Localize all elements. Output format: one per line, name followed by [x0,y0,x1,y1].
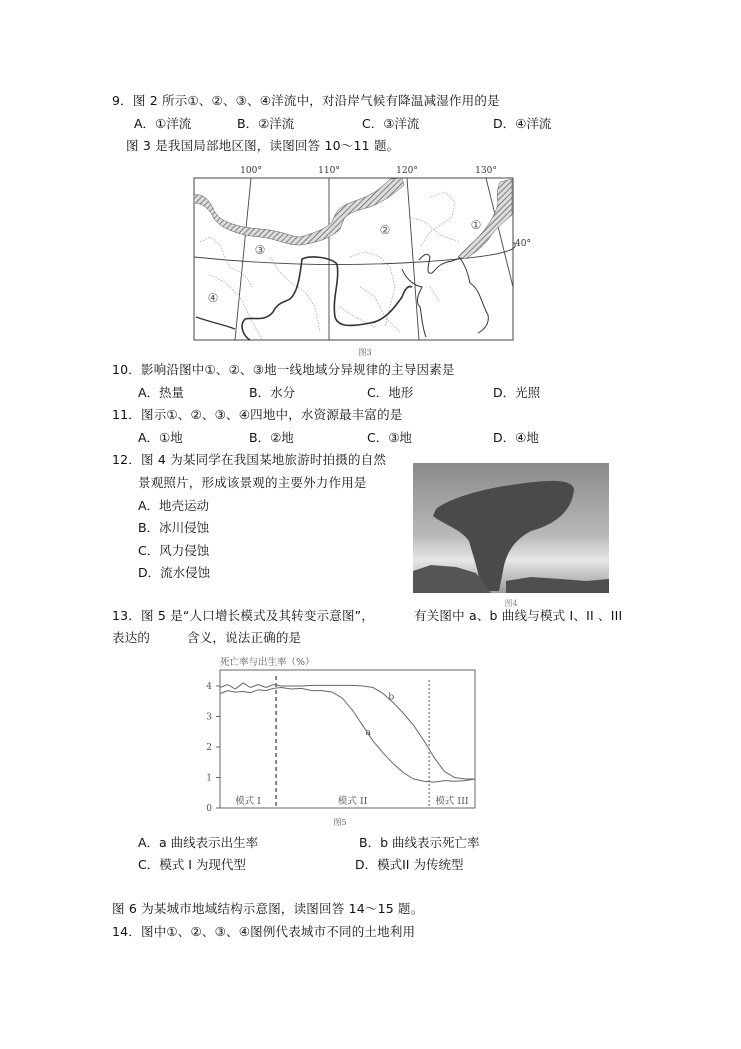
q10-option-b: B．水分 [249,385,296,400]
label-100: 100° [240,166,262,176]
figure-3-map [190,157,531,357]
q11-option-c: C．③地 [367,430,412,445]
q9-option-a: A．①洋流 [134,116,192,131]
q13-option-c: C．模式 I 为现代型 [138,857,246,872]
series-label-a: a [365,726,372,738]
y-tick-label: 0 [206,804,212,814]
q10-option-d: D．光照 [493,385,541,400]
q12-option-d: D．流水侵蚀 [138,565,211,580]
q10-option-a: A．热量 [138,385,185,400]
q9-stem: 9．图 2 所示①、②、③、④洋流中，对沿岸气候有降温减湿作用的是 [112,93,500,108]
q10-option-c: C．地形 [367,385,414,400]
figure-4-photo [411,461,611,609]
series-line-b [220,683,475,779]
marker-4: ④ [207,291,219,305]
label-120: 120° [396,166,418,176]
label-40: 40° [515,239,531,249]
q12-stem-line1: 12．图 4 为某同学在我国某地旅游时拍摄的自然 [112,452,387,467]
label-110: 110° [318,166,340,176]
q13-option-b: B．b 曲线表示死亡率 [359,835,480,850]
q13-stem-line1-b: 有关图中 a、b 曲线与模式 I、II 、III [414,608,623,623]
q12-option-a: A．地壳运动 [138,498,210,513]
q13-option-a: A．a 曲线表示出生率 [138,835,259,850]
label-130: 130° [475,166,497,176]
q12-option-b: B．冰川侵蚀 [138,520,210,535]
y-tick-label: 2 [206,743,212,753]
y-tick-label: 4 [206,682,212,692]
q12-stem-line2: 景观照片，形成该景观的主要外力作用是 [138,475,367,490]
q13-stem-line2-a: 表达的 [112,630,151,645]
marker-2: ② [379,223,391,237]
chart-title: 图5 [333,818,347,827]
chart-svg [190,650,490,830]
intro-14-15: 图 6 为某城市地域结构示意图，读图回答 14～15 题。 [112,901,424,916]
intro-10-11: 图 3 是我国局部地区图，读图回答 10～11 题。 [126,138,400,153]
series-line-a [220,688,475,783]
q13-option-d: D．模式II 为传统型 [355,857,464,872]
q11-stem: 11．图示①、②、③、④四地中，水资源最丰富的是 [112,407,403,422]
mushroom-rock-photo [411,461,611,609]
y-tick-label: 3 [206,712,212,723]
q9-option-b: B．②洋流 [237,116,295,131]
region-label: 模式 III [435,796,469,807]
q10-stem: 10．影响沿图中①、②、③地一线地域分异规律的主导因素是 [112,362,455,377]
chart-frame [220,670,475,808]
figure-4-caption: 图4 [504,599,518,608]
y-tick-label: 1 [206,773,212,784]
series-label-b: b [388,691,395,703]
q9-option-d: D．④洋流 [493,116,552,131]
q12-option-c: C．风力侵蚀 [138,543,210,558]
marker-1: ① [470,218,482,232]
region-label: 模式 I [235,796,261,807]
q13-stem-line1-a: 13．图 5 是“人口增长模式及其转变示意图”， [112,608,375,623]
q11-option-b: B．②地 [249,430,294,445]
figure-5-chart [190,650,490,830]
q11-option-a: A．①地 [138,430,183,445]
marker-3: ③ [254,243,266,257]
figure-3-caption: 图3 [358,348,372,357]
region-label: 模式 II [337,796,368,807]
map-svg [190,157,531,357]
q9-option-c: C．③洋流 [362,116,420,131]
q14-stem: 14．图中①、②、③、④图例代表城市不同的土地利用 [112,924,416,939]
q11-option-d: D．④地 [493,430,539,445]
q13-stem-line2-b: 含义，说法正确的是 [187,630,302,645]
chart-ylabel: 死亡率与出生率（%） [220,657,315,668]
